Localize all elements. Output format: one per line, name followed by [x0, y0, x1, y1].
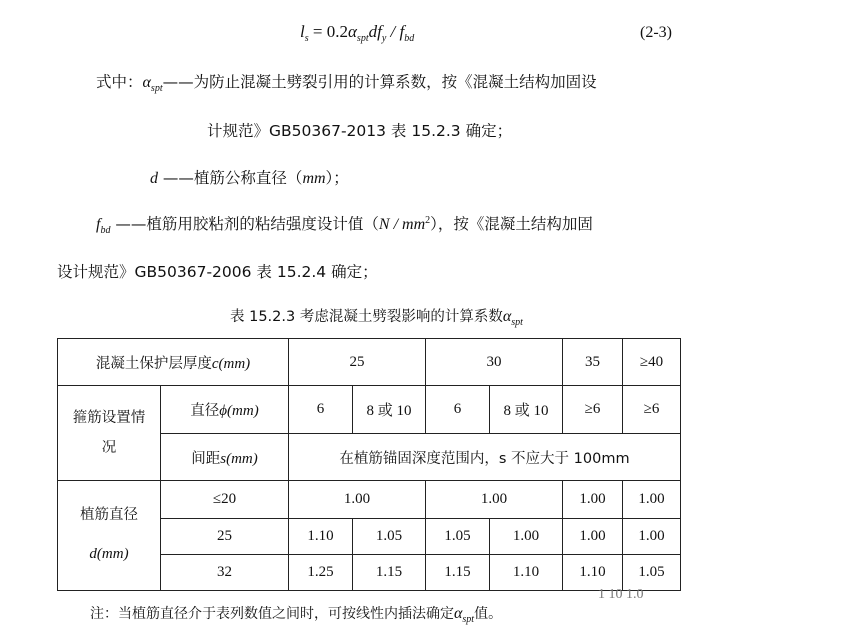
formula-fy-sub: y [381, 33, 387, 44]
row25-val-6: 1.00 [623, 519, 681, 555]
formula-slash: / f [386, 22, 405, 41]
bar-label-cell [58, 481, 161, 591]
row25-val-3: 1.05 [426, 519, 490, 555]
spacing-symbol: s(mm) [220, 450, 258, 467]
note-text: 注：当植筋直径介于表列数值之间时，可按线性内插法确定 [90, 606, 454, 622]
diameter-label-cell [161, 386, 289, 434]
equation-number: (2-3) [640, 24, 672, 41]
bar-d-32: 32 [161, 555, 289, 591]
para3-unit: N / mm [378, 216, 426, 233]
spacing-label: 间距 [191, 450, 221, 467]
para3-line1 [96, 212, 593, 236]
diameter-symbol: ϕ(mm) [219, 403, 259, 419]
stirrup-d-2: 8 或 10 [353, 386, 426, 434]
bar-d-25: 25 [161, 519, 289, 555]
spacing-text: 在植筋锚固深度范围内，s 不应大于 100mm [339, 450, 630, 467]
coefficient-table [57, 338, 681, 591]
diameter-label: 直径 [190, 403, 220, 419]
stirrup-d-6: ≥6 [623, 386, 681, 434]
formula-fbd-sub: bd [404, 33, 415, 44]
header-symbol: c(mm) [211, 355, 251, 372]
para3-text2: ），按《混凝土结构加固 [430, 215, 593, 233]
row32-val-5: 1.10 [563, 555, 623, 591]
stirrup-d-1: 6 [289, 386, 353, 434]
spacing-text-cell [289, 434, 681, 481]
row32-val-2: 1.15 [353, 555, 426, 591]
table-note [90, 603, 502, 625]
row20-val-2: 1.00 [426, 481, 563, 519]
row32-val-3: 1.15 [426, 555, 490, 591]
para1-symbol: α [142, 74, 151, 91]
para2 [150, 166, 349, 188]
table-caption-symbol: α [502, 308, 512, 325]
row32-val-1: 1.25 [289, 555, 353, 591]
header-label-cell [58, 339, 289, 386]
thickness-25: 25 [289, 339, 426, 386]
formula-alpha: α [347, 22, 357, 41]
row25-val-1: 1.10 [289, 519, 353, 555]
para2-end: ）； [325, 169, 349, 187]
para3-line2: 设计规范》GB50367-2006 表 15.2.4 确定； [57, 263, 378, 281]
formula-lhs-sub: s [304, 33, 309, 44]
para1-text: ——为防止混凝土劈裂引用的计算系数，按《混凝土结构加固设 [162, 73, 597, 91]
stirrup-d-5: ≥6 [563, 386, 623, 434]
formula-eq: = 0.2 [308, 22, 348, 41]
para1-prefix: 式中： [96, 73, 143, 91]
stirrup-diameter-row [58, 386, 681, 434]
formula-df: df [368, 22, 382, 41]
thickness-30: 30 [426, 339, 563, 386]
row32-val-6: 1.05 [623, 555, 681, 591]
para2-symbol: d [150, 170, 158, 187]
bar-label-1: 植筋直径 [80, 507, 138, 524]
stirrup-d-4: 8 或 10 [490, 386, 563, 434]
note-symbol-sub: spt [462, 614, 475, 625]
table-caption-text: 表 15.2.3 考虑混凝土劈裂影响的计算系数 [230, 309, 503, 325]
formula [300, 22, 414, 44]
row20-val-1: 1.00 [289, 481, 426, 519]
para2-text: ——植筋公称直径（ [158, 169, 303, 187]
stirrup-label-2: 况 [101, 440, 117, 456]
para3-symbol: f [96, 216, 101, 233]
stirrup-label-cell [58, 386, 161, 481]
note-end: 值。 [474, 606, 503, 622]
table-caption-symbol-sub: spt [511, 317, 523, 328]
formula-lhs: l [300, 22, 305, 41]
thickness-40: ≥40 [623, 339, 681, 386]
table-header-row [58, 339, 681, 386]
row25-val-4: 1.00 [490, 519, 563, 555]
stirrup-label-1: 箍筋设置情 [72, 409, 146, 426]
bar-d-20: ≤20 [161, 481, 289, 519]
formula-alpha-sub: spt [356, 33, 369, 44]
row20-val-3: 1.00 [563, 481, 623, 519]
header-label: 混凝土保护层厚度 [95, 355, 212, 372]
bar-row-20 [58, 481, 681, 519]
para3-text: ——植筋用胶粘剂的粘结强度设计值（ [110, 215, 379, 233]
stirrup-d-3: 6 [426, 386, 490, 434]
table-caption [230, 305, 523, 328]
spacing-label-cell [161, 434, 289, 481]
artifact-text: 1 10 1.0 [598, 587, 644, 602]
para1-symbol-sub: spt [150, 83, 163, 94]
para3-unit-sup: 2 [425, 215, 431, 226]
para2-unit: mm [302, 170, 326, 187]
row25-val-5: 1.00 [563, 519, 623, 555]
row20-val-4: 1.00 [623, 481, 681, 519]
para3-symbol-sub: bd [100, 225, 111, 236]
para1-line1 [96, 70, 597, 94]
row25-val-2: 1.05 [353, 519, 426, 555]
bar-label-2: d(mm) [89, 545, 129, 562]
thickness-35: 35 [563, 339, 623, 386]
para1-line2: 计规范》GB50367-2013 表 15.2.3 确定； [207, 122, 513, 140]
row32-val-4: 1.10 [490, 555, 563, 591]
note-symbol: α [454, 605, 463, 622]
